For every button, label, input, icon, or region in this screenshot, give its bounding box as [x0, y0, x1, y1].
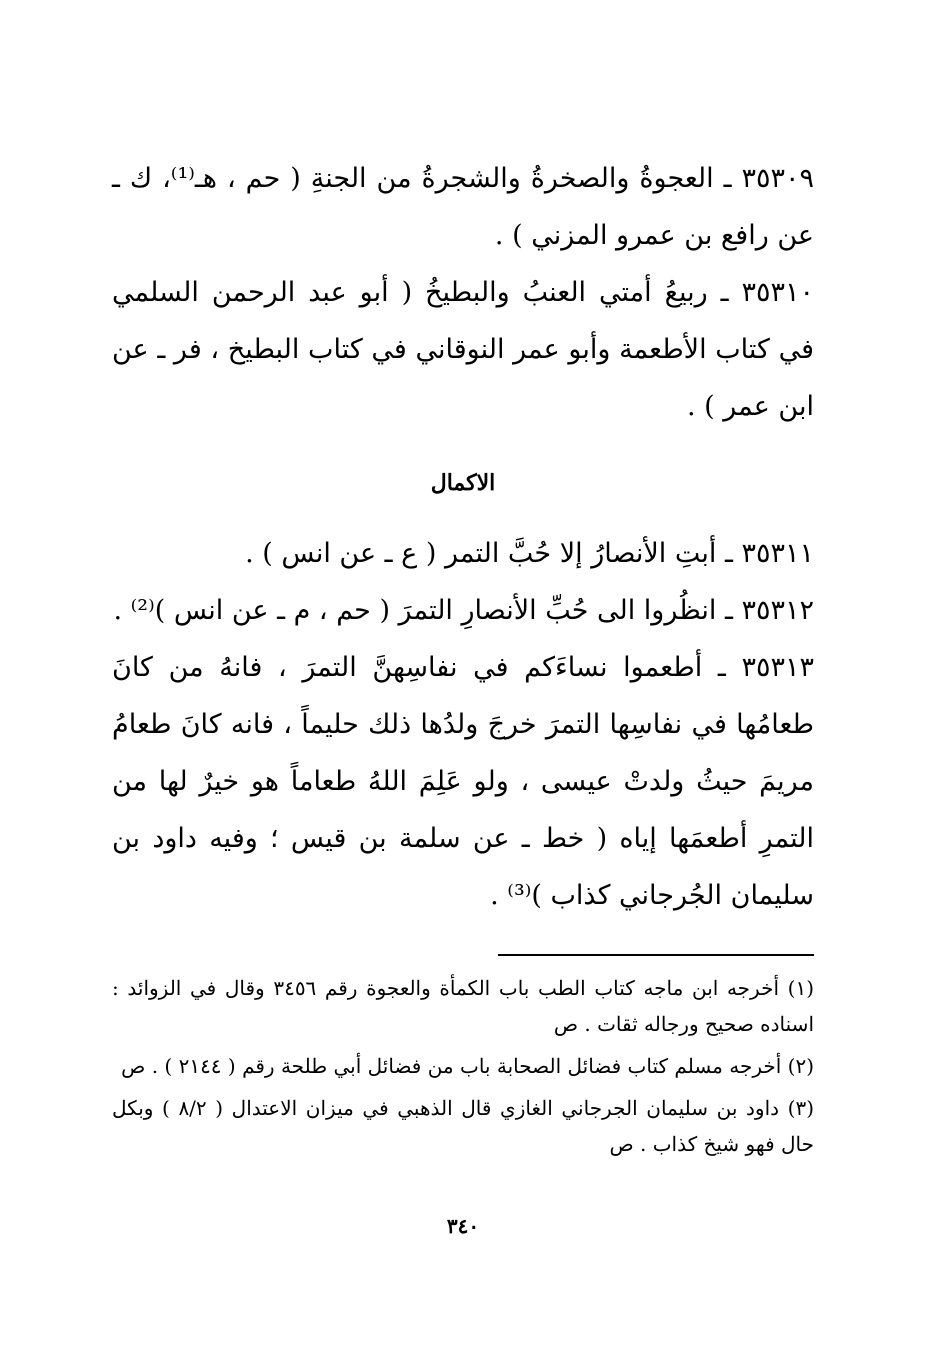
footnote-separator: [498, 954, 814, 956]
hadith-35311: ٣٥٣١١ ـ أبتِ الأنصارُ إلا حُبَّ التمر ( ع ـ عن انس ) .: [245, 538, 814, 569]
hadith-35309: ٣٥٣٠٩ ـ العجوةُ والصخرةُ والشجرةُ من الجنةِ ( حم ، هـ⁽¹⁾، ك ـ عن رافع بن عمرو المزني ) .: [112, 163, 814, 251]
hadith-35313: ٣٥٣١٣ ـ أطعموا نساءَكم في نفاسِهنَّ التمرَ ، فانهُ من كانَ طعامُها في نفاسِها التمرَ خرجَ ولدُها ذلك حليماً ، فانه كانَ طعامُ مريمَ حيثُ ولدتْ عيسى ، ولو عَلِمَ اللهُ طعاماً هو خيرٌ لها من التمرِ أطعمَها إياه ( خط ـ عن سلمة بن قيس ؛ وفيه داود بن سليمان الجُرجاني كذاب )⁽³⁾ .: [112, 652, 814, 911]
section-heading: الاكمال: [430, 470, 496, 496]
footnote-1: (١) أخرجه ابن ماجه كتاب الطب باب الكمأة والعجوة رقم ٣٤٥٦ وقال في الزوائد : اسناده صحيح ورجاله ثقات . ص: [112, 976, 814, 1036]
hadith-35312: ٣٥٣١٢ ـ انظُروا الى حُبِّ الأنصارِ التمرَ ( حم ، م ـ عن انس )⁽²⁾ .: [113, 595, 814, 626]
footnote-3: (٣) داود بن سليمان الجرجاني الغازي قال الذهبي في ميزان الاعتدال ( ٨/٢ ) وبكل حال فهو شيخ كذاب . ص: [112, 1096, 815, 1156]
hadith-35310: ٣٥٣١٠ ـ ربيعُ أمتي العنبُ والبطيخُ ( أبو عبد الرحمن السلمي في كتاب الأطعمة وأبو عمر النوقاني في كتاب البطيخ ، فر ـ عن ابن عمر ) .: [112, 277, 814, 422]
page-number: ٣٤٠: [446, 1214, 480, 1238]
footnote-2: (٢) أخرجه مسلم كتاب فضائل الصحابة باب من فضائل أبي طلحة رقم ( ٢١٤٤ ) . ص: [121, 1054, 814, 1078]
